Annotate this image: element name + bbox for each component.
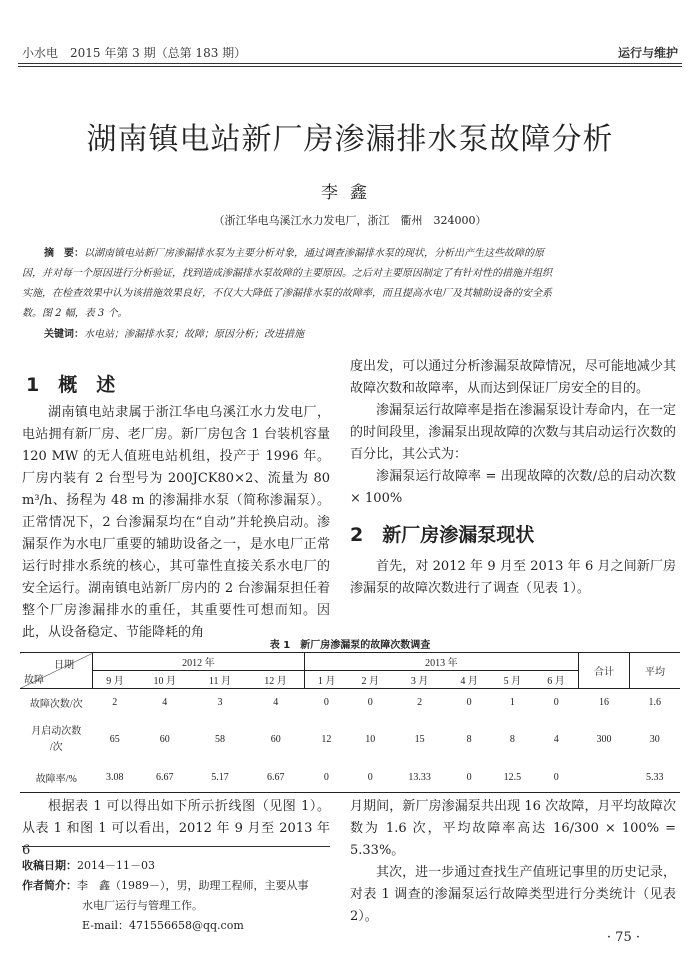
table-cell: 8 [509, 734, 515, 745]
year-2013-header: 2013 年 [304, 653, 578, 671]
table-cell: 12.5 [503, 771, 522, 783]
right-column [350, 356, 676, 600]
author-name: 李鑫 [321, 183, 379, 203]
abstract-line-3: 实施，在检查效果中认为该措施效果良好，不仅大大降低了渗漏排水泵的故障率，而且提高水电厂及其辅助设备的安全系 [22, 288, 552, 299]
avg-header: 平均 [630, 653, 681, 689]
bottom-left-column [22, 796, 330, 862]
table-row [20, 717, 680, 763]
corner-top-label: 日期 [54, 660, 74, 671]
paragraph: 根据表 1 可以得出如下所示折线图（见图 1）。从表 1 和图 1 可以看出，2012 年 9 月至 2013 年 6 [22, 799, 330, 858]
table-cell: 60 [159, 734, 170, 745]
table-cell: 16 [599, 697, 609, 709]
table-cell: 1.6 [648, 697, 661, 709]
month-header: 10 月 [137, 671, 193, 689]
table-cell: 4 [162, 697, 168, 709]
table-cell: 58 [214, 734, 225, 745]
journal-header: 小水电 2015 年第 3 期（总第 183 期） [22, 46, 247, 60]
table-cell: 60 [270, 734, 281, 745]
table-cell: 6.67 [156, 771, 174, 783]
row-label: 故障率/% [35, 773, 77, 785]
paragraph: 渗漏泵运行故障率是指在渗漏泵设计寿命内，在一定的时间段里，渗漏泵出现故障的次数与其启动运行次数的百分比，其公式为： [350, 403, 676, 462]
table-cell: 2 [112, 697, 118, 709]
table-cell: 0 [553, 771, 559, 783]
table-cell: 2 [417, 697, 423, 709]
table-cell: 3 [217, 697, 223, 709]
received-date: 收稿日期：2014－11－03 [22, 859, 155, 872]
table-cell: 0 [466, 771, 472, 783]
section-header: 运行与维护 [617, 46, 678, 60]
left-column [22, 402, 330, 644]
abstract-label: 摘 要： [44, 248, 84, 259]
abstract-line-1: 摘 要：以湖南镇电站新厂房渗漏排水泵为主要分析对象，通过调查渗漏排水泵的现状，分析出产生这些故障的原 [44, 248, 544, 259]
table-cell: 0 [553, 697, 559, 709]
keywords-label: 关键词： [44, 329, 84, 340]
month-header: 3 月 [392, 671, 448, 689]
keywords: 关键词：水电站；渗漏排水泵；故障；原因分析；改进措施 [44, 329, 304, 340]
header-rule-2 [18, 66, 682, 67]
formula: 渗漏泵运行故障率 = 出现故障的次数/总的启动次数 × 100% [350, 469, 676, 506]
section-1-heading: 1 概 述 [26, 374, 116, 396]
table-row [20, 689, 680, 717]
month-header: 1 月 [304, 671, 348, 689]
table-cell: 300 [596, 734, 612, 745]
table-cell: 10 [365, 734, 376, 745]
table-cell: 0 [367, 771, 373, 783]
total-header: 合计 [579, 653, 630, 689]
table-cell: 0 [466, 697, 472, 709]
table-cell: 3.08 [105, 771, 124, 783]
page-number: · 75 · [606, 930, 640, 945]
header-rule [18, 63, 682, 64]
section-2-heading: 2 新厂房渗漏泵现状 [350, 524, 535, 546]
table-cell: 5.17 [211, 771, 229, 783]
table-row [20, 763, 680, 793]
paper-title: 湖南镇电站新厂房渗漏排水泵故障分析 [86, 122, 614, 157]
paragraph: 首先，对 2012 年 9 月至 2013 年 6 月之间新厂房渗漏泵的故障次数进行了调查（见表 1）。 [350, 559, 676, 596]
fault-table [20, 652, 680, 793]
affiliation: （浙江华电乌溪江水力发电厂，浙江 衢州 324000） [213, 214, 487, 227]
bottom-right-column [350, 796, 676, 928]
table-cell: 1 [509, 697, 515, 709]
table-cell: 12 [321, 734, 332, 745]
corner-bottom-label: 故障 [24, 675, 44, 686]
table-header-row [20, 653, 680, 671]
author-bio: 作者简介：李 鑫（1989－），男，助理工程师，主要从事 [22, 879, 309, 892]
corner-cell [20, 653, 93, 689]
table-cell: 13.33 [408, 771, 431, 783]
table-cell: 5.33 [646, 771, 664, 783]
author-email: E-mail：471556658@qq.com [82, 919, 244, 932]
month-header: 6 月 [534, 671, 579, 689]
table-cell: 0 [323, 697, 329, 709]
table-cell: 8 [466, 734, 472, 745]
author-bio-cont: 水电厂运行与管理工作。 [82, 899, 203, 912]
row-label: 故障次数/次 [29, 699, 83, 711]
abstract-line-2: 因，并对每一个原因进行分析验证，找到造成渗漏排水泵故障的主要原因。之后对主要原因制定了有针对性的措施并组织 [22, 268, 552, 279]
table-cell: 65 [109, 734, 120, 745]
abstract [22, 244, 678, 324]
row-label: 月启动次数 /次 [31, 725, 82, 753]
month-header: 5 月 [491, 671, 534, 689]
paragraph: 度出发，可以通过分析渗漏泵故障情况，尽可能地减少其故障次数和故障率，从而达到保证厂房安全的目的。 [350, 359, 676, 396]
table-cell: 0 [367, 697, 373, 709]
table-cell: 15 [414, 734, 425, 745]
table-caption: 表 1 新厂房渗漏泵的故障次数调查 [269, 640, 431, 651]
month-header: 12 月 [247, 671, 304, 689]
month-header: 11 月 [193, 671, 248, 689]
table-cell: 4 [553, 734, 559, 745]
month-header: 4 月 [447, 671, 490, 689]
year-2012-header: 2012 年 [93, 653, 305, 671]
month-header: 2 月 [349, 671, 392, 689]
paragraph: 月期间，新厂房渗漏泵共出现 16 次故障，月平均故障次数为 1.6 次，平均故障率高达 16/300 × 100% = 5.33%。 [350, 799, 676, 858]
table-cell [579, 763, 630, 793]
footnote-rule [22, 846, 330, 847]
abstract-line-4: 数。图 2 幅，表 3 个。 [22, 308, 128, 319]
paragraph: 湖南镇电站隶属于浙江华电乌溪江水力发电厂，电站拥有新厂房、老厂房。新厂房包含 1 台装机容量 120 MW 的无人值班电站机组，投产于 1996 年。厂房内装有 2 台型号为 200JCK80×2、流量为 80 m³/h、扬程为 48 m 的渗漏排水泵（简称渗漏泵）。正常情况下，2 台渗漏泵均在“自动”并轮换启动。渗漏泵作为水电厂重要的辅助设备之一，是水电厂正常运行时排水系统的核心，其可靠性直接关系水电厂的安全运行。湖南镇电站新厂房内的 2 台渗漏泵担任着整个厂房渗漏排水的重任，其重要性可想而知。因此，从设备稳定、节能降耗的角 [22, 405, 330, 640]
table-cell: 0 [323, 771, 329, 783]
table-cell: 4 [273, 697, 279, 709]
month-header: 9 月 [93, 671, 137, 689]
table-cell: 30 [649, 734, 660, 745]
article-meta [22, 856, 309, 936]
table-cell: 6.67 [266, 771, 285, 783]
paragraph: 其次，进一步通过查找生产值班记事里的历史记录，对表 1 调查的渗漏泵运行故障类型进行分类统计（见表 2）。 [350, 865, 676, 924]
